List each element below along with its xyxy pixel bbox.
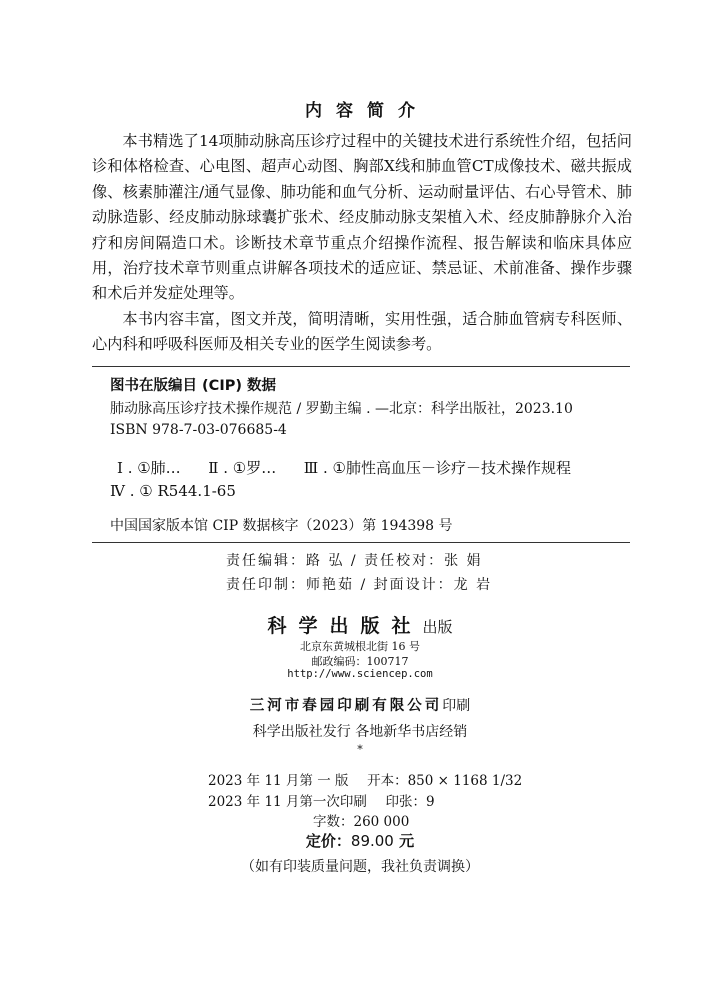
publisher-line <box>0 611 720 638</box>
cip-heading: 图书在版编目 (CIP) 数据 <box>110 378 277 394</box>
intro-paragraph-2: 本书内容丰富，图文并茂，简明清晰，实用性强，适合肺血管病专科医师、心内科和呼吸科医师及相关专业的医学生阅读参考。 <box>92 309 632 354</box>
edition-line <box>208 769 522 789</box>
cip-classification-line-2 <box>110 482 236 500</box>
cip-classification-line-1 <box>117 457 571 478</box>
publisher-suffix: 出版 <box>422 618 453 636</box>
quality-notice: （如有印装质量问题，我社负责调换） <box>241 859 479 875</box>
printer-line <box>0 694 720 715</box>
publisher-postcode: 邮政编码：100717 <box>311 655 409 668</box>
publisher-address: 北京东黄城根北街 16 号 <box>300 640 420 653</box>
printer-suffix: 印刷 <box>442 698 471 714</box>
divider-bottom <box>92 542 630 543</box>
price-line <box>0 830 720 851</box>
divider-top <box>92 366 630 367</box>
intro-text <box>92 129 632 358</box>
price-unit: 元 <box>399 832 415 850</box>
cip-record: 肺动脉高压诊疗技术操作规范 / 罗勤主编 . —北京：科学出版社，2023.10 <box>110 401 573 417</box>
sheets-label: 印张：9 <box>385 794 435 810</box>
staff-line-1: 责任编辑：路 弘 / 责任校对：张 娟 <box>226 553 483 569</box>
publisher-name: 科学出版社 <box>267 615 423 637</box>
price-value: 89.00 <box>350 832 394 850</box>
price-label: 定价： <box>305 832 351 850</box>
cip-class-1: Ⅰ . ①肺… <box>117 459 181 477</box>
distribution-line: 科学出版社发行 各地新华书店经销 <box>252 724 468 740</box>
printer-name: 三河市春园印刷有限公司 <box>249 697 443 714</box>
intro-title: 内容简介 <box>305 101 429 121</box>
impression-line <box>208 790 435 810</box>
publisher-url: http://www.sciencep.com <box>287 668 433 680</box>
cip-core-number: 中国国家版本馆 CIP 数据核字（2023）第 194398 号 <box>110 518 453 534</box>
cip-class-4: Ⅳ . ① R544.1-65 <box>110 482 236 500</box>
edition-label: 2023 年 11 月第 一 版 <box>208 773 349 789</box>
cip-class-2: Ⅱ . ①罗… <box>208 459 277 477</box>
staff-line-2: 责任印制：师艳茹 / 封面设计：龙 岩 <box>226 577 493 593</box>
format-label: 开本：850 × 1168 1/32 <box>367 773 523 789</box>
word-count: 字数：260 000 <box>313 814 410 830</box>
separator-star: * <box>357 743 363 756</box>
cip-class-3: Ⅲ . ①肺性高血压－诊疗－技术操作规程 <box>303 459 571 477</box>
impression-label: 2023 年 11 月第一次印刷 <box>208 794 367 810</box>
cip-isbn: ISBN 978-7-03-076685-4 <box>110 422 287 438</box>
intro-paragraph-1: 本书精选了14项肺动脉高压诊疗过程中的关键技术进行系统性介绍，包括问诊和体格检查、心电图、超声心动图、胸部X线和肺血管CT成像技术、磁共振成像、核素肺灌注/通气显像、肺功能和血气分析、运动耐量评估、右心导管术、肺动脉造影、经皮肺动脉球囊扩张术、经皮肺动脉支架植入术、经皮肺静脉介入治疗和房间隔造口术。诊断技术章节重点介绍操作流程、报告解读和临床具体应用，治疗技术章节则重点讲解各项技术的适应证、禁忌证、术前准备、操作步骤和术后并发症处理等。 <box>92 132 632 303</box>
